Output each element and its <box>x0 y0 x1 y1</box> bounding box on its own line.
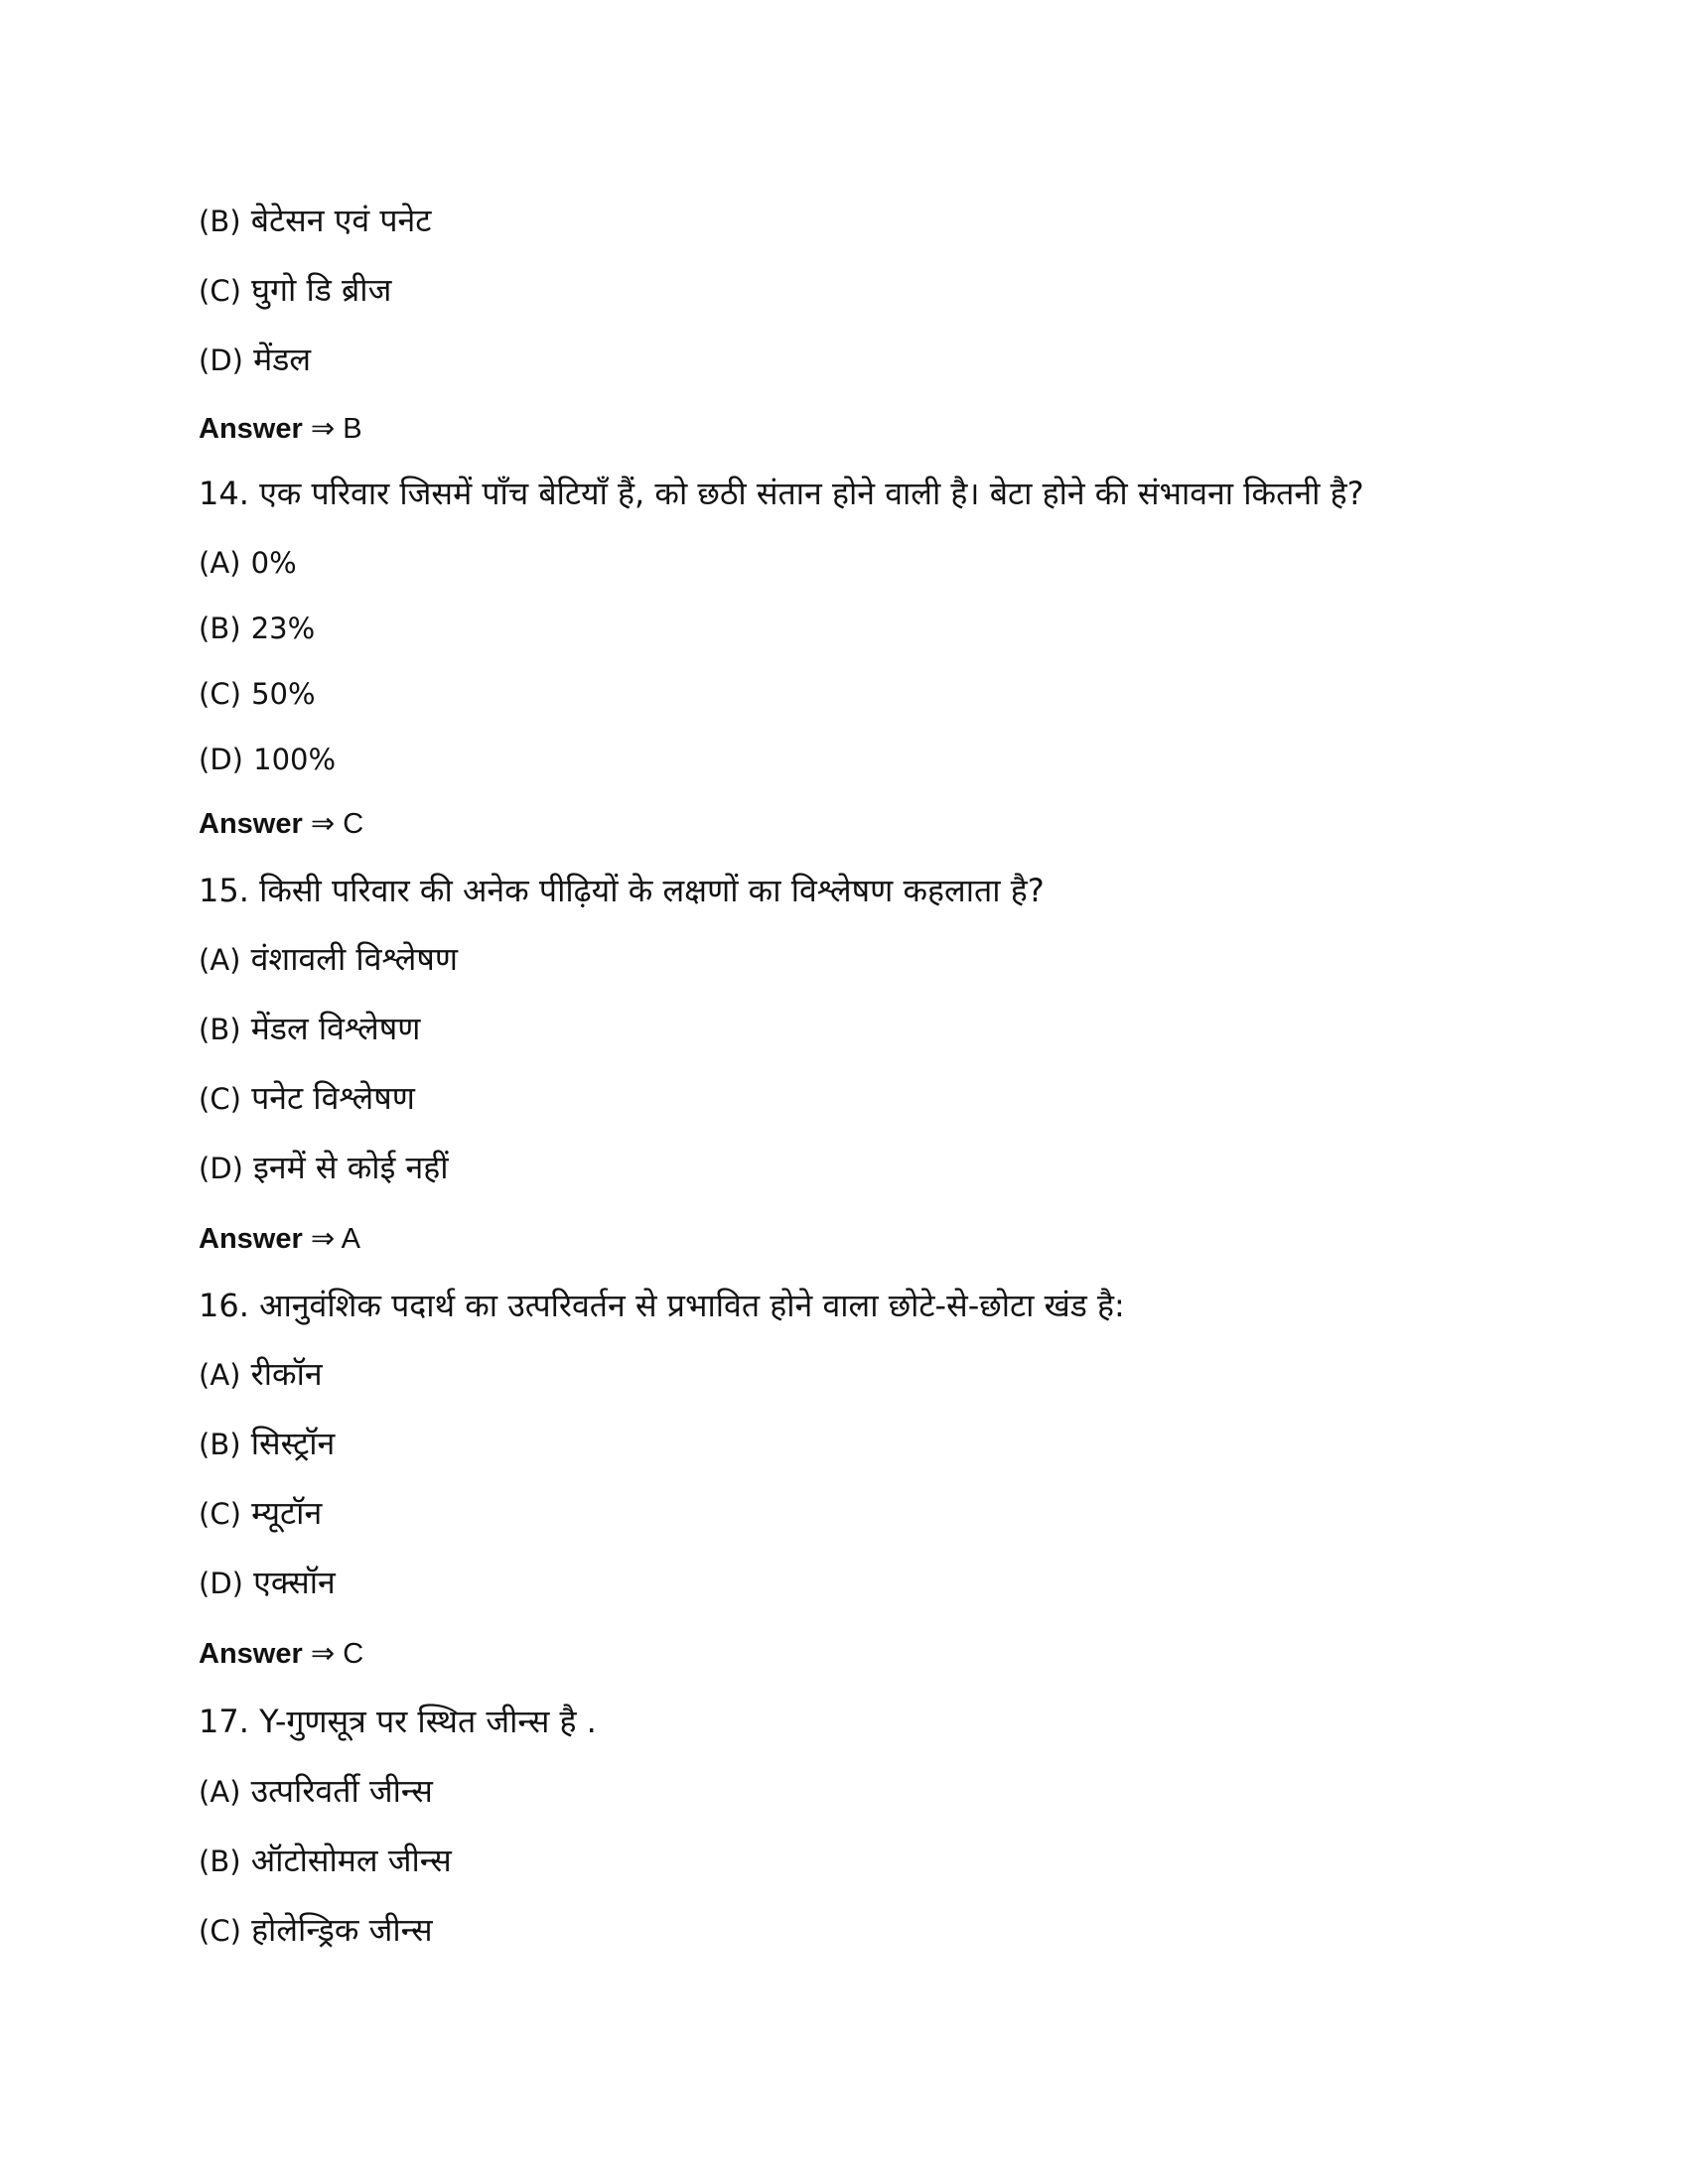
question-number: 15. <box>199 872 249 909</box>
option-label: (C) <box>199 677 241 711</box>
q16-option-b <box>199 1424 335 1464</box>
option-text: ऑटोसोमल जीन्स <box>250 1842 452 1879</box>
q14-option-c <box>199 673 316 714</box>
option-text: रीकॉन <box>250 1355 323 1393</box>
q14-option-d <box>199 739 336 779</box>
option-label: (A) <box>199 943 241 977</box>
option-text: घुगो डि ब्रीज <box>251 271 392 309</box>
option-text: 23% <box>250 612 316 645</box>
option-text: मेंडल विश्लेषण <box>250 1010 421 1047</box>
option-label: (B) <box>199 1428 241 1461</box>
option-label: (D) <box>199 1567 243 1600</box>
q15-option-b <box>199 1009 420 1049</box>
q13-option-d <box>199 340 311 380</box>
q17-option-c <box>199 1910 433 1951</box>
answer-label: Answer <box>199 1638 303 1670</box>
q13-option-c <box>199 270 391 311</box>
option-text: 100% <box>253 743 337 776</box>
option-text: सिस्ट्रॉन <box>250 1425 336 1462</box>
option-label: (A) <box>199 546 241 580</box>
option-label: (A) <box>199 1358 241 1392</box>
q13-option-b <box>199 201 431 241</box>
answer-arrow: ⇒ <box>310 413 336 445</box>
option-text: इनमें से कोई नहीं <box>253 1149 449 1186</box>
q14-question <box>199 474 1364 513</box>
option-label: (C) <box>199 1914 241 1948</box>
option-text: वंशावली विश्लेषण <box>250 940 459 978</box>
q16-question <box>199 1286 1125 1325</box>
option-label: (B) <box>199 1844 241 1878</box>
question-number: 14. <box>199 475 249 512</box>
option-text: 0% <box>250 546 297 580</box>
question-text: Y-गुणसूत्र पर स्थित जीन्स है . <box>259 1703 597 1740</box>
question-text: किसी परिवार की अनेक पीढ़ियों के लक्षणों का विश्लेषण कहलाता है? <box>259 872 1045 909</box>
q13-answer <box>199 409 362 449</box>
answer-arrow: ⇒ <box>310 1638 336 1670</box>
option-text: मेंडल <box>253 341 312 378</box>
answer-value: A <box>341 1223 360 1255</box>
question-text: आनुवंशिक पदार्थ का उत्परिवर्तन से प्रभावित होने वाला छोटे-से-छोटा खंड है: <box>259 1287 1125 1324</box>
q15-option-c <box>199 1078 415 1119</box>
q15-question <box>199 871 1045 910</box>
answer-value: C <box>343 1638 364 1670</box>
answer-label: Answer <box>199 1223 303 1255</box>
q15-option-a <box>199 939 458 980</box>
option-text: 50% <box>251 677 316 711</box>
option-label: (D) <box>199 343 243 377</box>
question-number: 17. <box>199 1703 249 1740</box>
option-label: (D) <box>199 743 243 776</box>
q15-option-d <box>199 1148 449 1188</box>
q16-answer <box>199 1634 363 1674</box>
answer-label: Answer <box>199 808 303 840</box>
option-text: उत्परिवर्ती जीन्स <box>250 1772 433 1810</box>
option-text: एक्सॉन <box>253 1564 336 1601</box>
option-label: (A) <box>199 1775 241 1809</box>
answer-label: Answer <box>199 413 303 445</box>
option-label: (C) <box>199 1082 241 1116</box>
option-label: (B) <box>199 612 241 645</box>
option-text: होलेन्ड्रिक जीन्स <box>251 1911 433 1949</box>
answer-arrow: ⇒ <box>310 808 336 840</box>
option-label: (C) <box>199 1497 241 1531</box>
option-text: पनेट विश्लेषण <box>251 1079 415 1117</box>
q15-answer <box>199 1219 360 1259</box>
option-text: म्यूटॉन <box>251 1494 323 1532</box>
answer-value: B <box>343 413 362 445</box>
option-label: (B) <box>199 1013 241 1046</box>
option-text: बेटेसन एवं पनेट <box>250 202 432 239</box>
q14-option-a <box>199 542 297 583</box>
q14-option-b <box>199 608 315 648</box>
q17-question <box>199 1702 597 1741</box>
q14-answer <box>199 804 363 844</box>
option-label: (B) <box>199 205 241 238</box>
answer-value: C <box>343 808 364 840</box>
answer-arrow: ⇒ <box>310 1223 336 1255</box>
question-number: 16. <box>199 1287 249 1324</box>
q16-option-c <box>199 1493 322 1534</box>
q16-option-d <box>199 1563 336 1603</box>
q16-option-a <box>199 1354 323 1395</box>
question-text: एक परिवार जिसमें पाँच बेटियाँ हैं, को छठी संतान होने वाली है। बेटा होने की संभावना कितनी है? <box>259 475 1364 512</box>
q17-option-a <box>199 1771 433 1812</box>
option-label: (C) <box>199 274 241 308</box>
q17-option-b <box>199 1841 452 1881</box>
option-label: (D) <box>199 1152 243 1185</box>
